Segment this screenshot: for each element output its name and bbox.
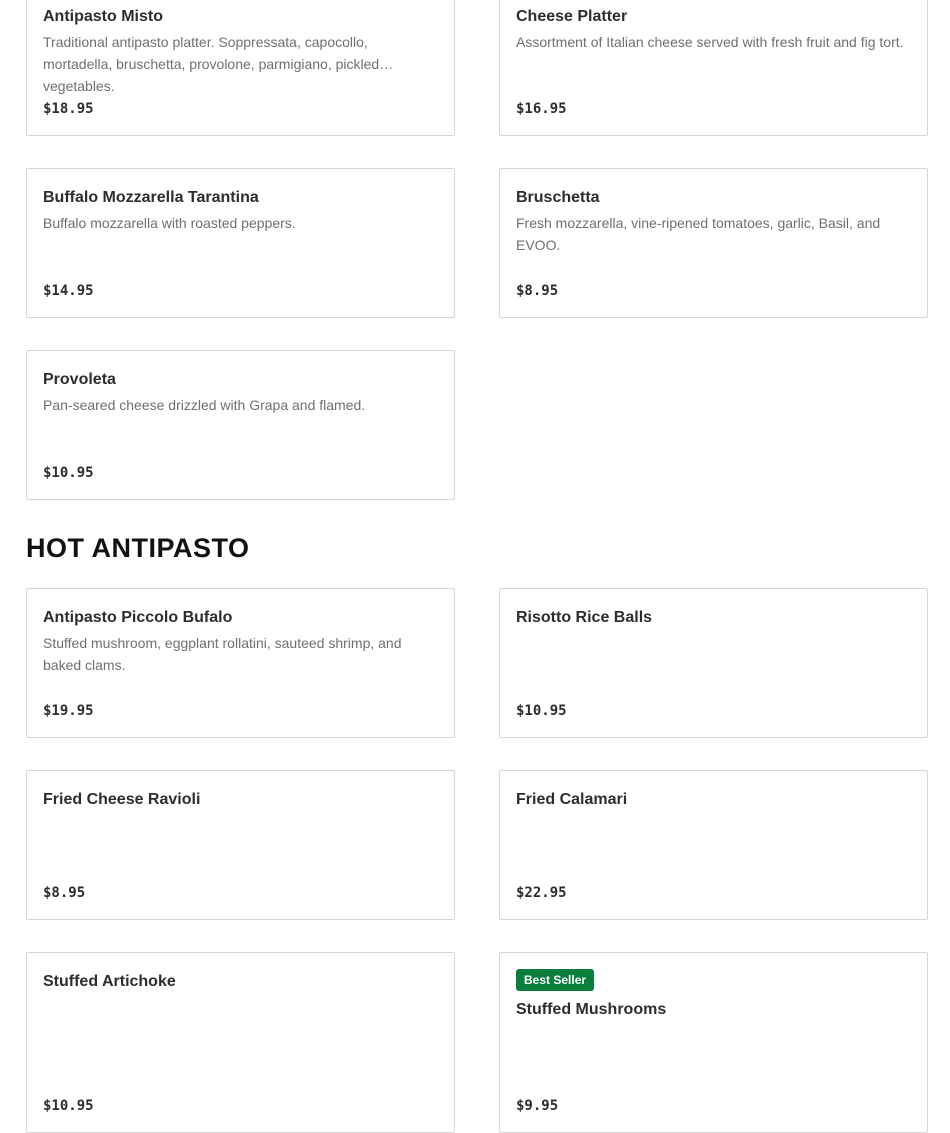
menu-item-card[interactable] xyxy=(499,770,928,920)
menu-item-card[interactable] xyxy=(499,588,928,738)
menu-item-price: $16.95 xyxy=(516,101,567,117)
menu-item-card[interactable] xyxy=(499,952,928,1133)
menu-item-price: $8.95 xyxy=(516,283,559,299)
menu-item-price: $8.95 xyxy=(43,885,86,901)
menu-item-price: $22.95 xyxy=(516,885,567,901)
menu-item-name: Buffalo Mozzarella Tarantina xyxy=(43,189,259,206)
menu-item-name: Cheese Platter xyxy=(516,8,628,25)
menu-item-name: Fried Cheese Ravioli xyxy=(43,791,201,808)
menu-item-name: Stuffed Mushrooms xyxy=(516,1001,667,1018)
menu-item-price: $19.95 xyxy=(43,703,94,719)
menu-item-price: $10.95 xyxy=(516,703,567,719)
menu-item-price: $10.95 xyxy=(43,1098,94,1114)
menu-item-description: Traditional antipasto platter. Soppressata, capocollo, mortadella, bruschetta, provolone, parmigiano, pickled vegetables. xyxy=(43,34,380,94)
section-heading: HOT ANTIPASTO xyxy=(26,533,250,563)
menu-item-price: $10.95 xyxy=(43,465,94,481)
best-seller-badge: Best Seller xyxy=(516,969,594,991)
menu-item-name: Fried Calamari xyxy=(516,791,628,808)
menu-item-name: Risotto Rice Balls xyxy=(516,609,653,626)
menu-item-card[interactable] xyxy=(26,588,455,738)
menu-item-card[interactable] xyxy=(499,0,928,136)
menu-item-description: Stuffed mushroom, eggplant rollatini, sauteed shrimp, and baked clams. xyxy=(43,635,402,673)
menu-item-description: Buffalo mozzarella with roasted peppers. xyxy=(43,215,296,231)
menu-item-description: Pan-seared cheese drizzled with Grapa and flamed. xyxy=(43,397,366,413)
menu-item-name: Stuffed Artichoke xyxy=(43,973,176,990)
menu-item-price: $14.95 xyxy=(43,283,94,299)
menu-item-card[interactable] xyxy=(26,770,455,920)
menu-item-card[interactable] xyxy=(26,350,455,500)
menu-item-name: Antipasto Misto xyxy=(43,8,163,25)
menu-item-price: $9.95 xyxy=(516,1098,559,1114)
menu-item-name: Provoleta xyxy=(43,371,116,388)
menu-item-card[interactable] xyxy=(26,0,455,136)
menu-item-card[interactable] xyxy=(26,168,455,318)
menu-item-card[interactable] xyxy=(499,168,928,318)
menu-item-name: Antipasto Piccolo Bufalo xyxy=(43,609,233,626)
menu-item-description: Fresh mozzarella, vine-ripened tomatoes, garlic, Basil, and EVOO. xyxy=(516,215,881,253)
menu-item-description: Assortment of Italian cheese served with fresh fruit and fig tort. xyxy=(516,34,904,50)
menu-item-name: Bruschetta xyxy=(516,189,600,206)
menu-item-card[interactable] xyxy=(26,952,455,1133)
menu-item-price: $18.95 xyxy=(43,101,94,117)
